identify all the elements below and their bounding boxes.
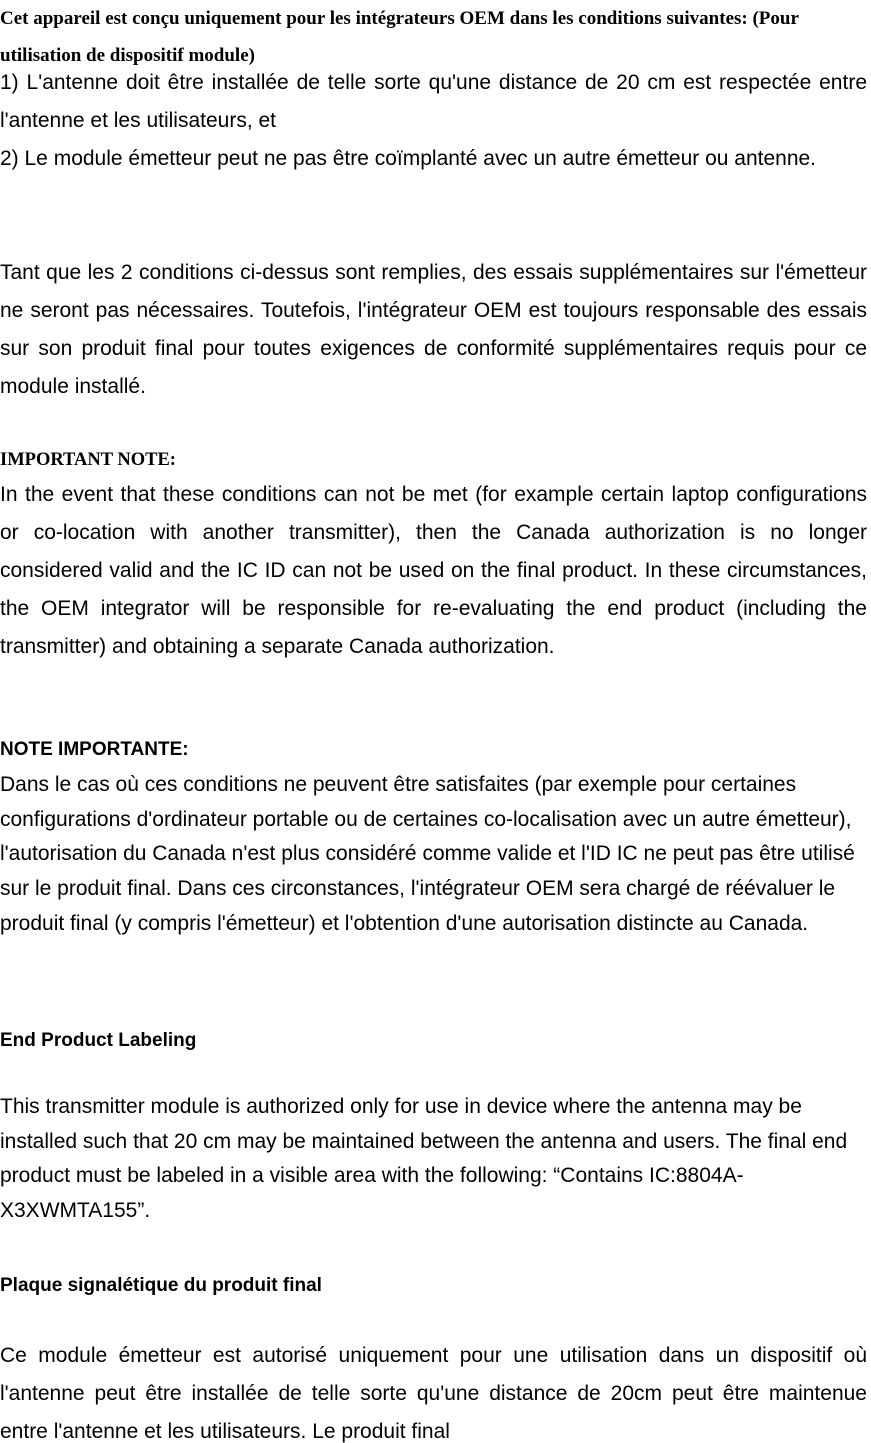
intro-paragraph: Tant que les 2 conditions ci-dessus sont remplies, des essais supplémentaires sur l'émetteur ne seront pas nécessaires. Toutefois, l'intégrateur OEM est toujours responsable des essais sur son produit final pour toutes exigences de conformité supplémentaires requis pour ce module installé. — [0, 261, 867, 398]
important-note-heading: IMPORTANT NOTE: — [0, 450, 176, 470]
note-importante-text: Dans le cas où ces conditions ne peuvent être satisfaites (par exemple pour certaines configurations d'ordinateur portable ou de certaines co-localisation avec un autre émetteur), l'autorisation du Canada n'est plus considéré comme valide et l'ID IC ne peut pas être utilisé sur le produit final. Dans ces circonstances, l'intégrateur OEM sera chargé de réévaluer le produit final (y compris l'émetteur) et l'obtention d'une autorisation distincte au Canada. — [0, 773, 855, 935]
plaque-heading: Plaque signalétique du produit final — [0, 1275, 322, 1296]
intro-condition-1: 1) L'antenne doit être installée de telle sorte qu'une distance de 20 cm est respectée entre l'antenne et les utilisateurs, et — [0, 71, 867, 132]
intro-heading: Cet appareil est conçu uniquement pour les intégrateurs OEM dans les conditions suivantes: (Pour utilisation de dispositif module) — [0, 8, 799, 66]
intro-condition-2: 2) Le module émetteur peut ne pas être coïmplanté avec un autre émetteur ou antenne. — [0, 147, 817, 170]
end-product-labeling-text: This transmitter module is authorized only for use in device where the antenna may be installed such that 20 cm may be maintained between the antenna and users. The final end product must be labeled in a visible area with the following: “Contains IC:8804A-X3XWMTA155”. — [0, 1095, 848, 1223]
plaque-text: Ce module émetteur est autorisé uniquement pour une utilisation dans un dispositif où l'antenne peut être installée de telle sorte qu'une distance de 20cm peut être maintenue entre l'antenne et les utilisateurs. Le produit final — [0, 1344, 867, 1443]
note-importante-heading: NOTE IMPORTANTE: — [0, 739, 189, 760]
important-note-text: In the event that these conditions can not be met (for example certain laptop configurations or co-location with another transmitter), then the Canada authorization is no longer considered valid and the IC ID can not be used on the final product. In these circumstances, the OEM integrator will be responsible for re-evaluating the end product (including the transmitter) and obtaining a separate Canada authorization. — [0, 483, 867, 658]
end-product-labeling-heading: End Product Labeling — [0, 1030, 197, 1051]
